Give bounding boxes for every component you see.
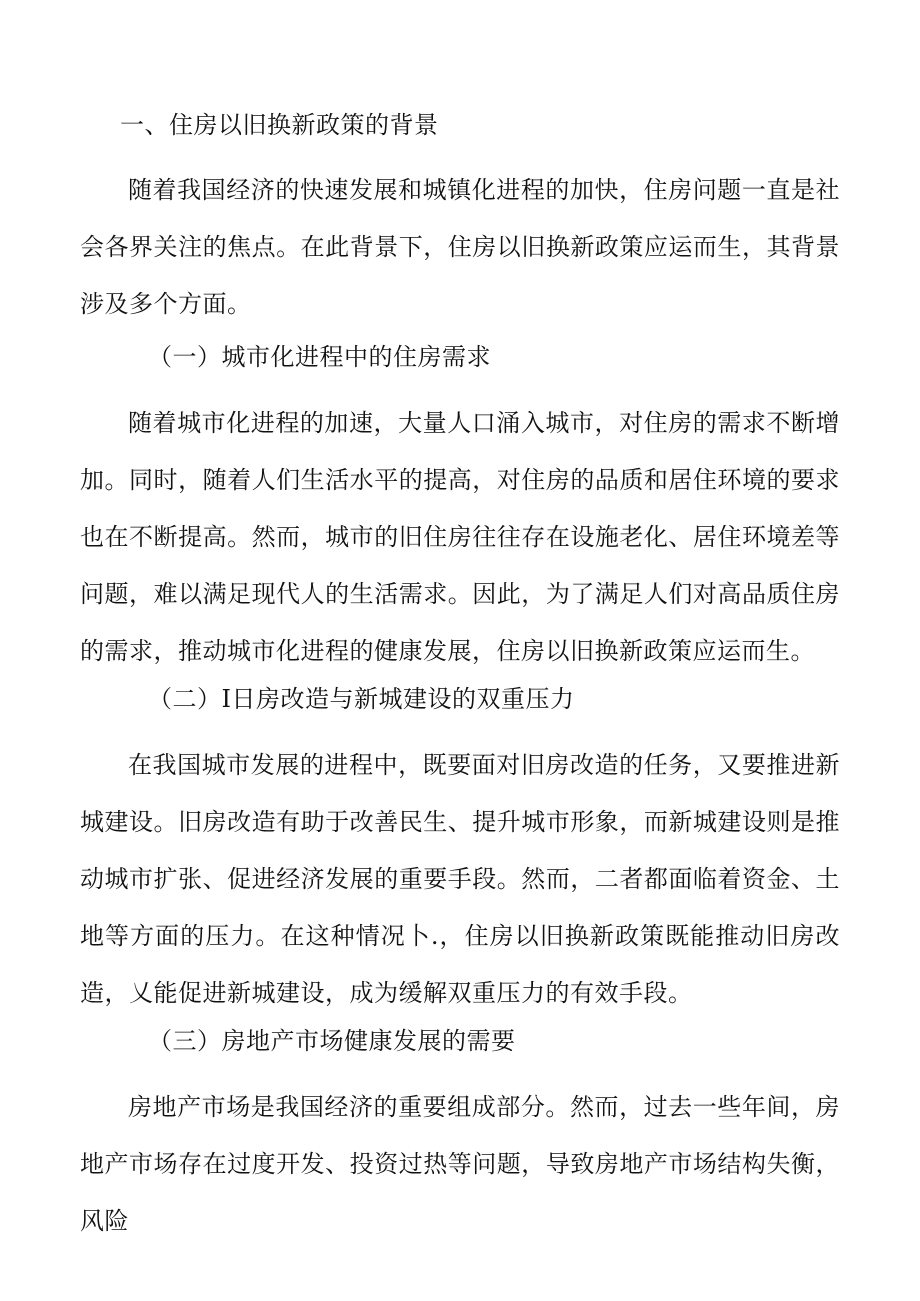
- subsection-heading-3: （三）房地产市场健康发展的需要: [148, 1027, 516, 1055]
- section-heading: 一、住房以旧换新政策的背景: [120, 111, 439, 139]
- subsection-heading-1: （一）城市化进程中的住房需求: [148, 343, 491, 371]
- dual-pressure-paragraph: 在我国城市发展的进程中，既要面对旧房改造的任务，又要推进新城建设。旧房改造有助于改善民生、提升城市形象，而新城建设则是推动城市扩张、促进经济发展的重要手段。然而，二者都面临着资金、土地等方面的压力。在这种情况卜.，住房以旧换新政策既能推动旧房改造，乂能促进新城建设，成为缓解双重压力的有效手段。: [80, 751, 840, 1007]
- intro-paragraph: 随着我国经济的快速发展和城镇化进程的加快，住房问题一直是社会各界关注的焦点。在此背景下，住房以旧换新政策应运而生，其背景涉及多个方面。: [80, 176, 840, 318]
- urbanization-paragraph: 随着城市化进程的加速，大量人口涌入城市，对住房的需求不断增加。同时，随着人们生活水平的提高，对住房的品质和居住环境的要求也在不断提高。然而，城市的旧住房往往存在设施老化、居住环境差等问题，难以满足现代人的生活需求。因此，为了满足人们对高品质住房的需求，推动城市化进程的健康发展，住房以旧换新政策应运而生。: [80, 409, 840, 665]
- subsection-heading-2: （二）I日房改造与新城建设的双重压力: [148, 685, 575, 713]
- real-estate-paragraph: 房地产市场是我国经济的重要组成部分。然而，过去一些年间，房地产市场存在过度开发、投资过热等问题，导致房地产市场结构失衡，风险: [80, 1093, 840, 1235]
